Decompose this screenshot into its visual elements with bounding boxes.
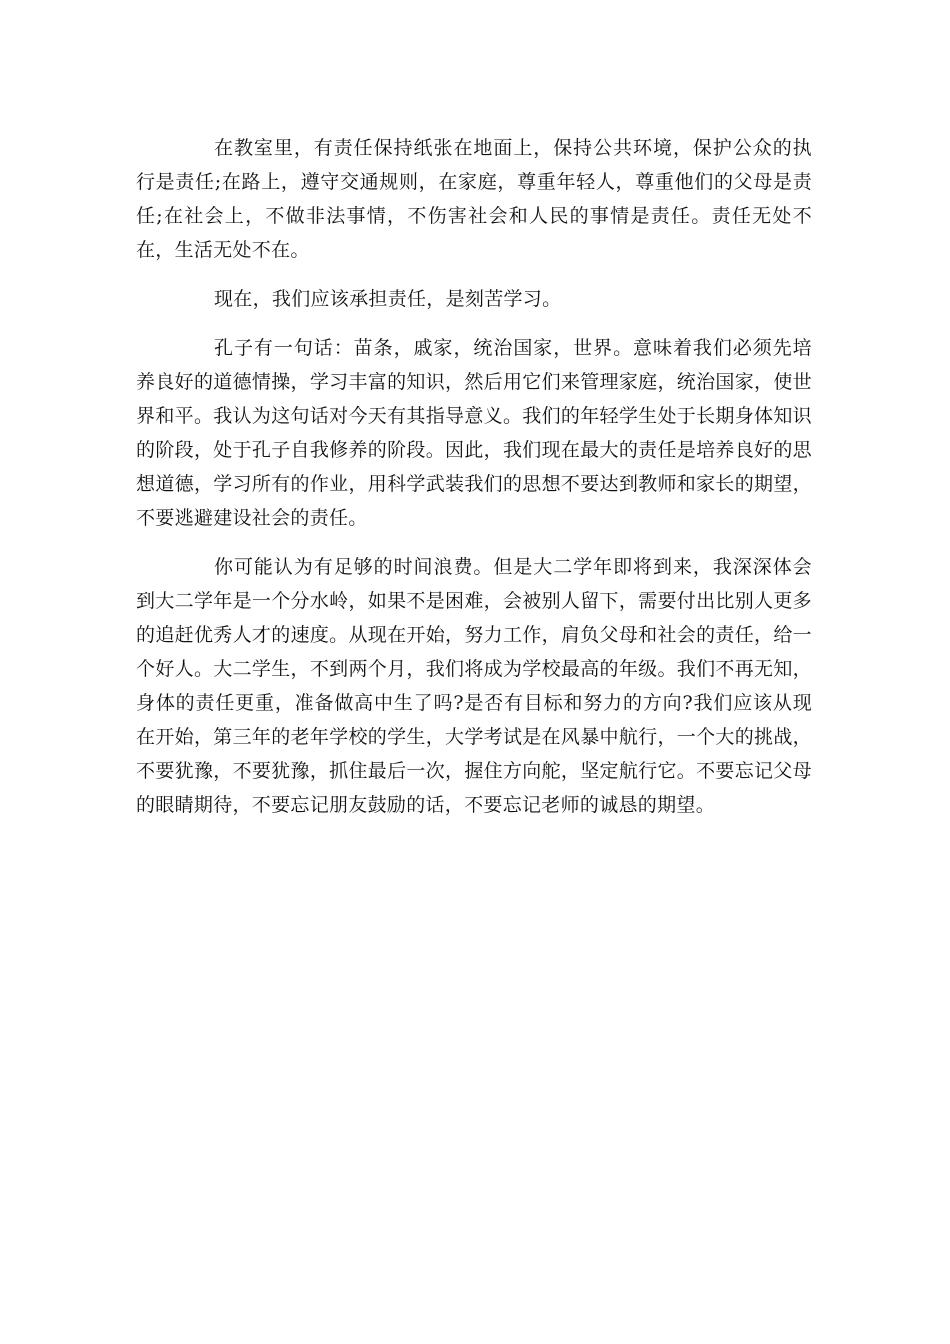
paragraph-confucius-quote: 孔子有一句话：苗条，戚家，统治国家，世界。意味着我们必须先培养良好的道德情操，学习丰富的知识，然后用它们来管理家庭，统治国家，使世界和平。我认为这句话对今天有其指导意义。我们的年轻学生处于长期身体知识的阶段，处于孔子自我修养的阶段。因此，我们现在最大的责任是培养良好的思想道德，学习所有的作业，用科学武装我们的思想不要达到教师和家长的期望，不要逃避建设社会的责任。: [136, 337, 812, 529]
paragraph-sophomore-year: 你可能认为有足够的时间浪费。但是大二学年即将到来，我深深体会到大二学年是一个分水岭，如果不是困难，会被别人留下，需要付出比别人更多的追赶优秀人才的速度。从现在开始，努力工作，肩负父母和社会的责任，给一个好人。大二学生，不到两个月，我们将成为学校最高的年级。我们不再无知，身体的责任更重，准备做高中生了吗?是否有目标和努力的方向?我们应该从现在开始，第三年的老年学校的学生，大学考试是在风暴中航行，一个大的挑战，不要犹豫，不要犹豫，抓住最后一次，握住方向舵，坚定航行它。不要忘记父母的眼睛期待，不要忘记朋友鼓励的话，不要忘记老师的诚恳的期望。: [136, 556, 812, 816]
document-body: [136, 131, 812, 837]
paragraph-responsibility-everywhere: 在教室里，有责任保持纸张在地面上，保持公共环境，保护公众的执行是责任;在路上，遵守交通规则，在家庭，尊重年轻人，尊重他们的父母是责任;在社会上，不做非法事情，不伤害社会和人民的事情是责任。责任无处不在，生活无处不在。: [136, 137, 812, 261]
paragraph-study-hard: 现在，我们应该承担责任，是刻苦学习。: [214, 288, 562, 310]
